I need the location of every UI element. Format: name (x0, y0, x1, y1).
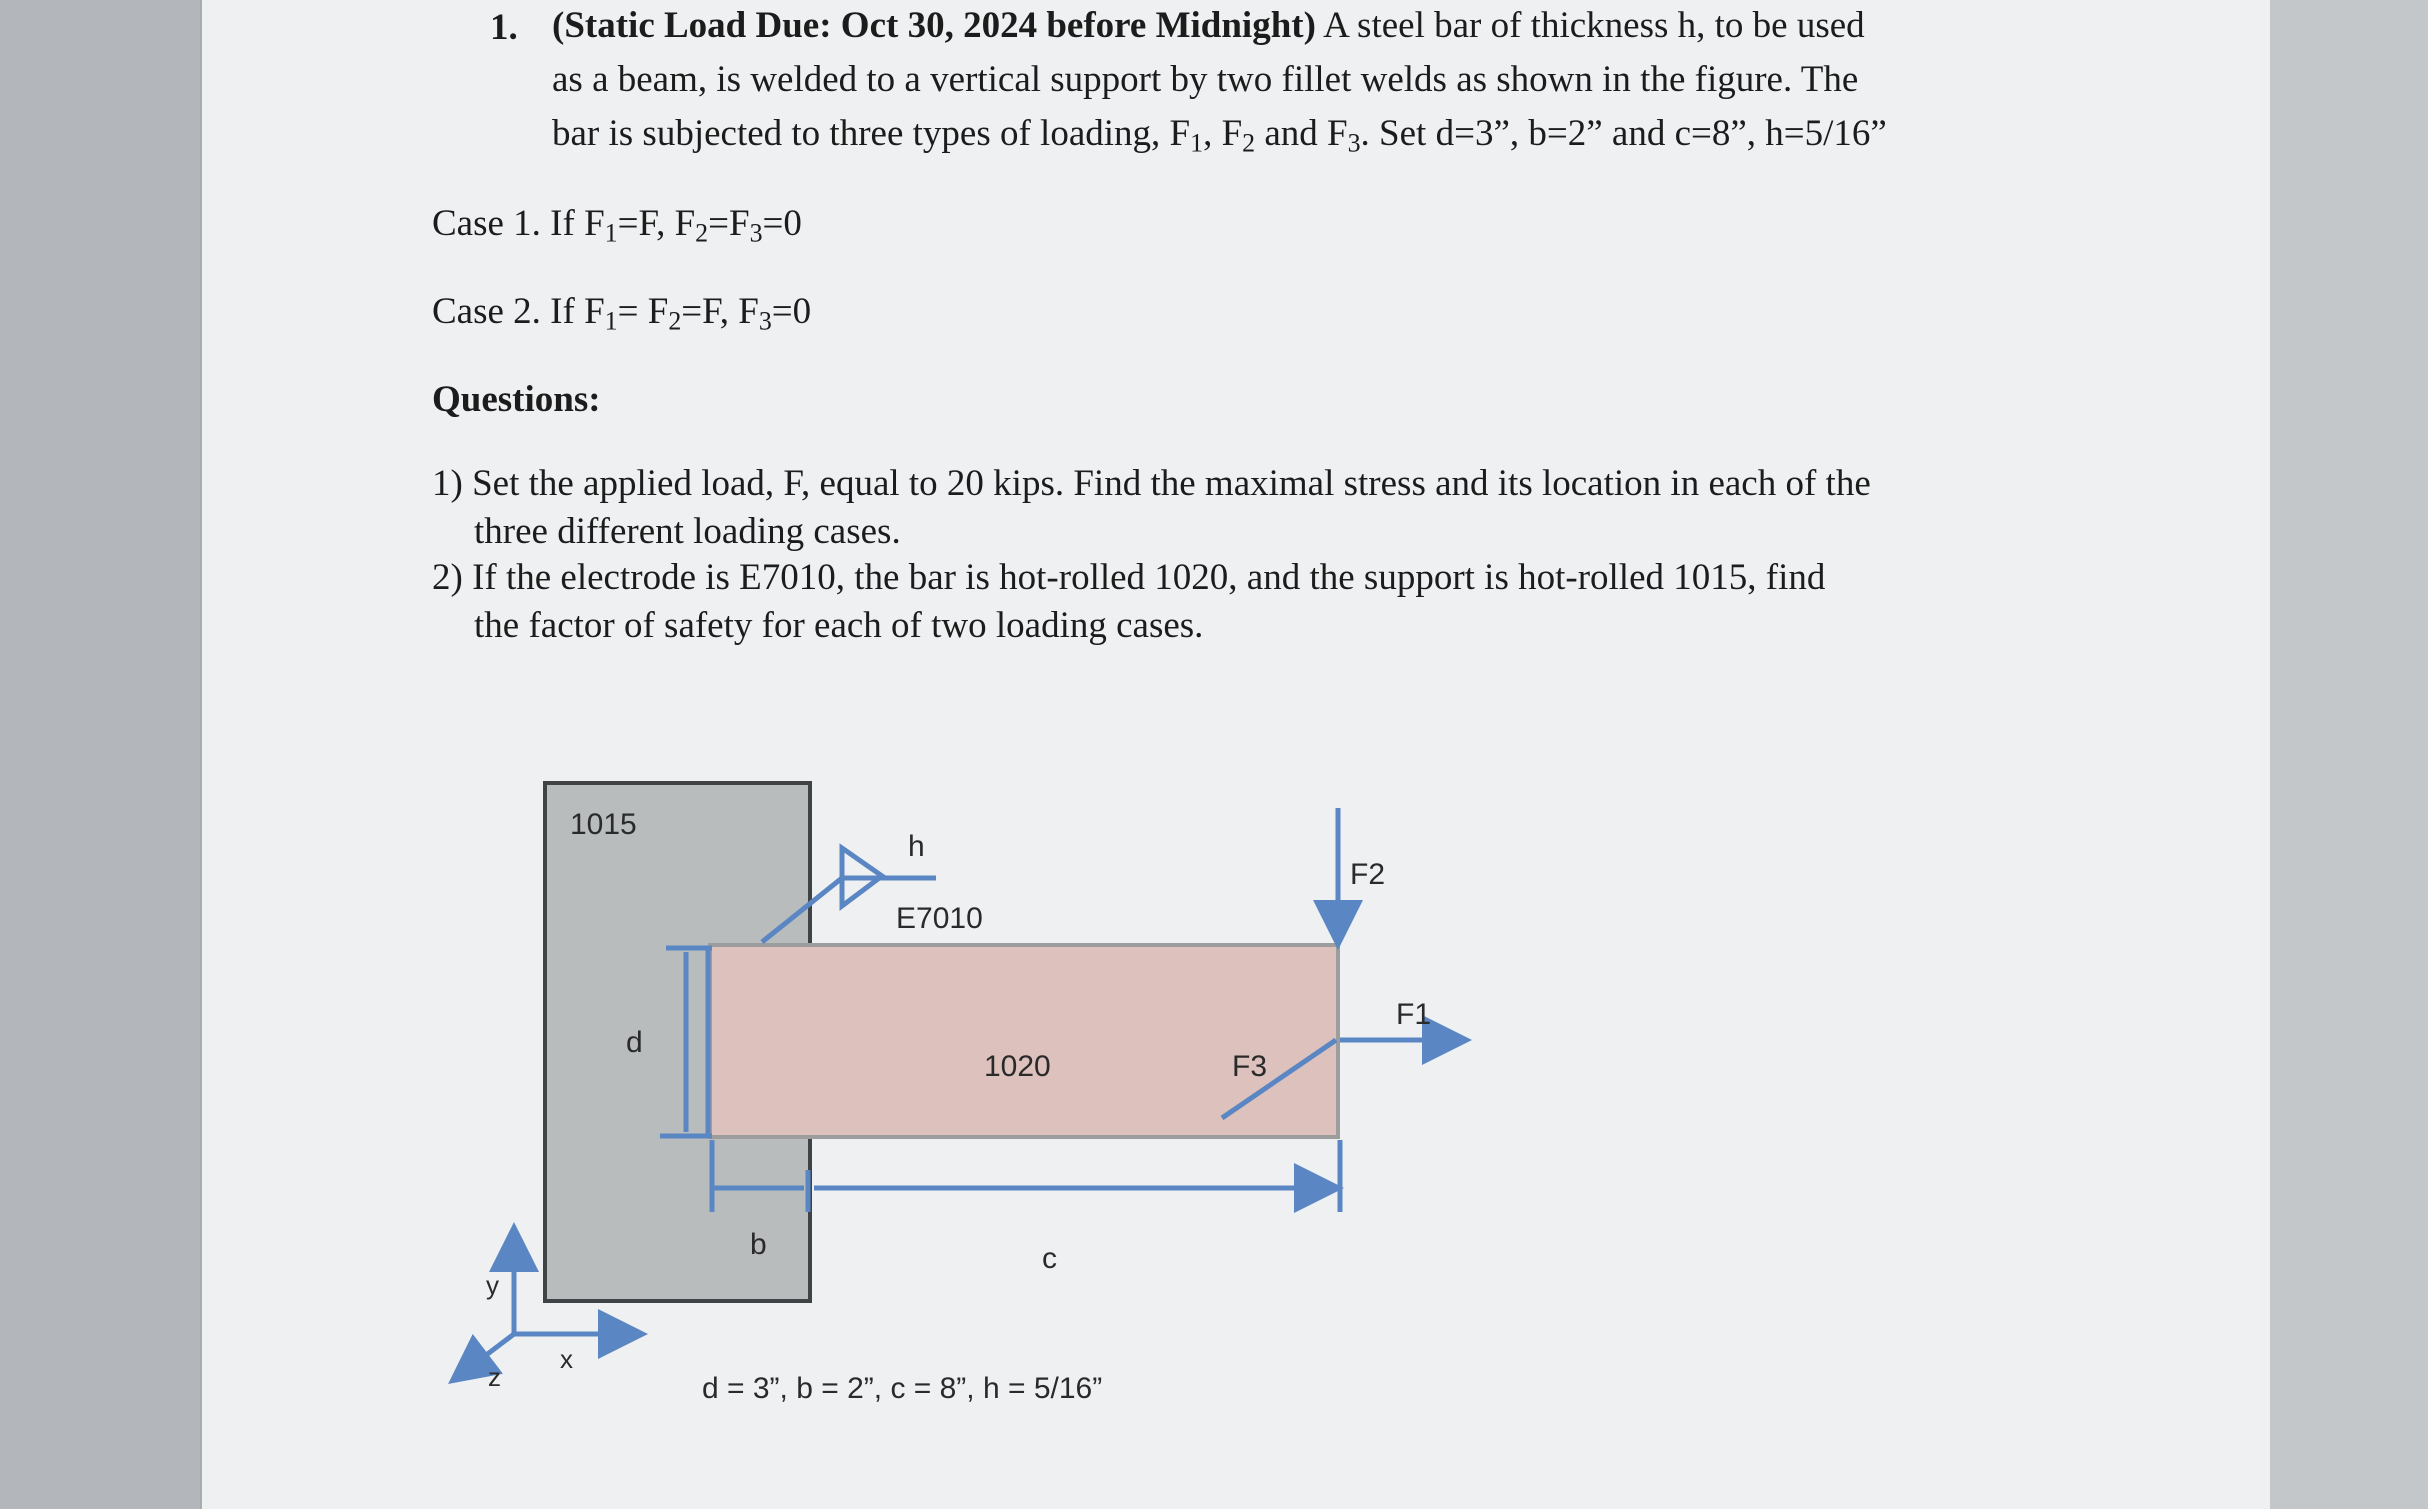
axis-y-label: y (486, 1270, 499, 1300)
dimension-d-label: d (626, 1026, 643, 1059)
question-1-line-2: three different loading cases. (474, 511, 901, 552)
force-f3-label: F3 (1232, 1050, 1268, 1083)
case-1: Case 1. If $F_1=F$, $F_2=F_3=0$ (432, 203, 802, 248)
problem-line-2: as a beam, is welded to a vertical support by two fillet welds as shown in the figure. The (552, 59, 1859, 100)
problem-line-3: bar is subjected to three types of loading, $F_1$, $F_2$ and $F_3$. Set d=3”, b=2” and c=8”, h=5/16” (552, 113, 1887, 158)
dimension-b-label: b (750, 1228, 767, 1261)
force-f1-label: F1 (1396, 998, 1432, 1031)
questions-heading: Questions: (432, 379, 601, 420)
problem-title: (Static Load Due: Oct 30, 2024 before Midnight) (552, 5, 1316, 46)
question-2-line-1: 2) If the electrode is E7010, the bar is hot-rolled 1020, and the support is hot-rolled 1015, find (432, 557, 1826, 598)
support-material-label: 1015 (570, 808, 637, 841)
problem-number: 1. (490, 7, 518, 48)
problem-line-1: (Static Load Due: Oct 30, 2024 before Midnight) A steel bar of thickness h, to be used (552, 5, 1865, 46)
dimension-c-label: c (1042, 1242, 1057, 1275)
question-2-line-2: the factor of safety for each of two loading cases. (474, 605, 1204, 646)
bar-material-label: 1020 (984, 1050, 1051, 1083)
electrode-label: E7010 (896, 902, 983, 935)
case-2: Case 2. If $F_1= F_2=F$, $F_3=0$ (432, 291, 812, 336)
bar (710, 945, 1338, 1137)
axis-x-label: x (560, 1344, 573, 1374)
force-f2-label: F2 (1350, 858, 1386, 891)
question-1-line-1: 1) Set the applied load, F, equal to 20 kips. Find the maximal stress and its location in each of the (432, 463, 1871, 504)
dimensions-caption: d = 3”, b = 2”, c = 8”, h = 5/16” (702, 1372, 1103, 1405)
weld-size-label: h (908, 830, 925, 863)
axis-z-label: z (488, 1362, 501, 1392)
